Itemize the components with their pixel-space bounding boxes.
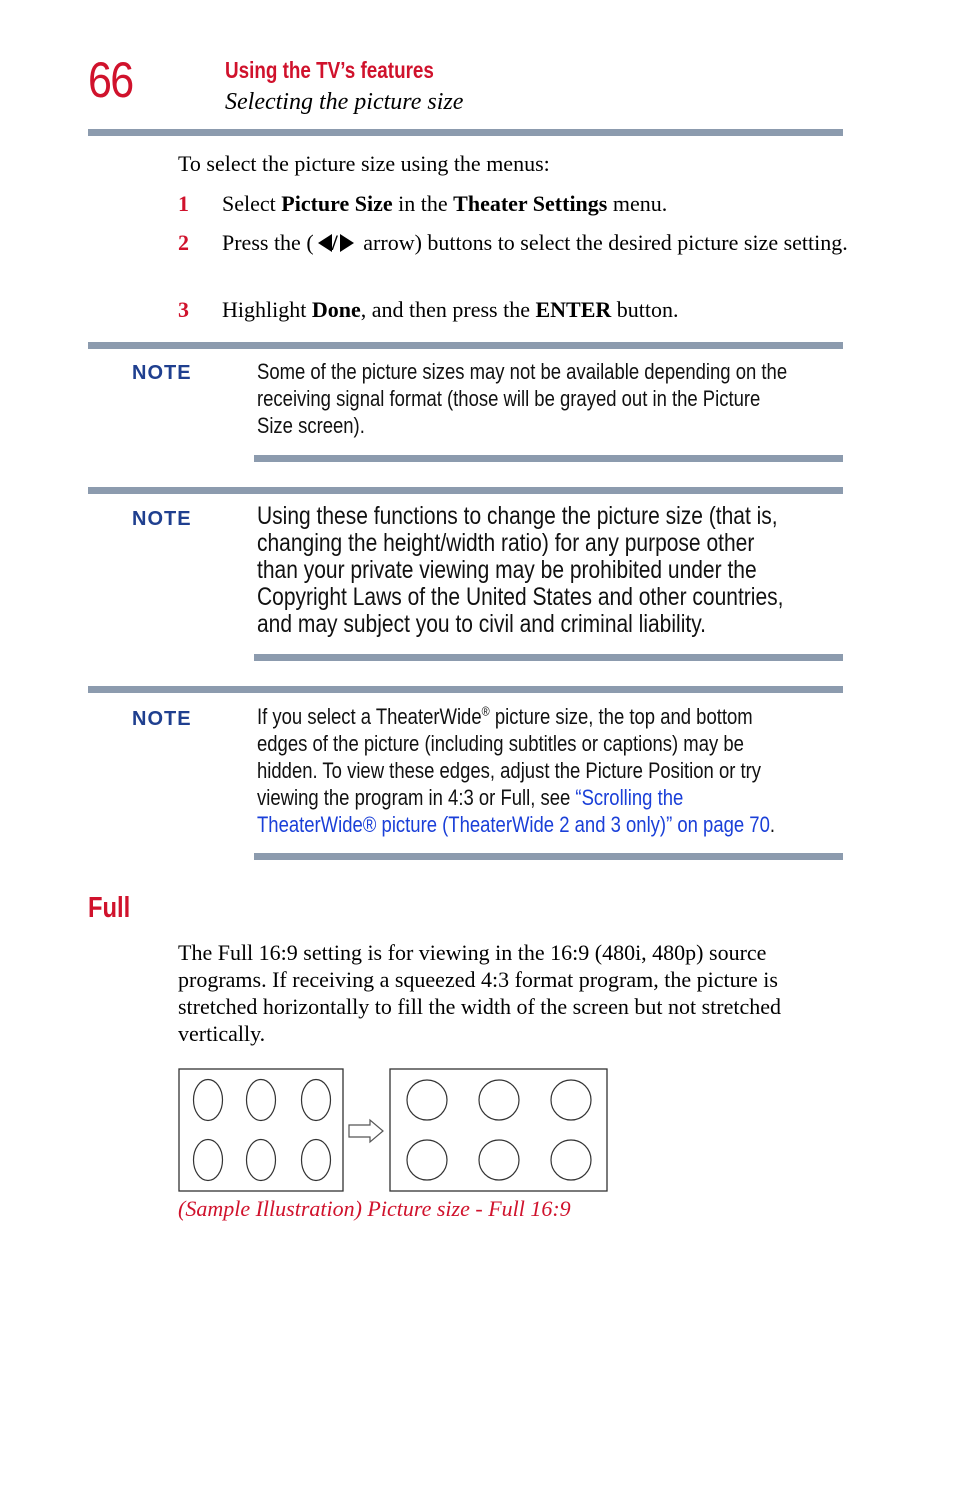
step-text-part: button. xyxy=(611,297,679,322)
oval-shape xyxy=(302,1080,331,1121)
step-number: 3 xyxy=(178,297,189,322)
note-text: Some of the picture sizes may not be available depending on the receiving signal format (those will be grayed out in the Picture Size screen). xyxy=(257,359,788,438)
step-text xyxy=(222,190,852,217)
step-text-part: menu. xyxy=(607,191,668,216)
circle-shape xyxy=(479,1140,519,1180)
note-label: NOTE xyxy=(132,508,192,530)
slash: / xyxy=(331,230,338,255)
right-arrow-icon xyxy=(340,234,354,252)
note-text-part: . xyxy=(769,812,776,837)
section-body: The Full 16:9 setting is for viewing in the 16:9 (480i, 480p) source programs. If receiving a squeezed 4:3 format program, the picture is stretched horizontally to fill the width of the screen but not stretched vertically. xyxy=(178,940,781,1046)
illustration-caption: (Sample Illustration) Picture size - Full 16:9 xyxy=(178,1196,571,1221)
step-text-part: in the xyxy=(392,191,454,216)
hollow-right-arrow-icon xyxy=(349,1120,383,1142)
button-name: ENTER xyxy=(535,297,612,322)
step-text xyxy=(222,296,852,323)
page-number: 66 xyxy=(88,52,133,108)
circle-shape xyxy=(551,1080,591,1120)
step-text-part: arrow) buttons to select the desired picture size setting. xyxy=(357,230,848,255)
picture-size-illustration xyxy=(178,1067,610,1193)
section-heading: Full xyxy=(88,892,131,924)
circle-shape xyxy=(551,1140,591,1180)
menu-name: Theater Settings xyxy=(453,191,608,216)
section-title: Selecting the picture size xyxy=(225,89,464,115)
left-arrow-icon xyxy=(318,234,332,252)
note-top-rule xyxy=(88,342,843,349)
note-bottom-rule xyxy=(254,455,843,462)
step-text-part: , and then press the xyxy=(360,297,536,322)
note-label: NOTE xyxy=(132,362,192,384)
chapter-title: Using the TV’s features xyxy=(225,57,434,83)
note-top-rule xyxy=(88,487,843,494)
step-number: 1 xyxy=(178,191,189,216)
step-text-part: Press the ( xyxy=(222,230,314,255)
note-text xyxy=(257,703,795,838)
oval-shape xyxy=(302,1140,331,1181)
oval-shape xyxy=(247,1080,276,1121)
note-text-part: If you select a TheaterWide xyxy=(257,704,482,729)
intro-text: To select the picture size using the menus: xyxy=(178,151,550,176)
note-bottom-rule xyxy=(254,853,843,860)
circle-shape xyxy=(407,1140,447,1180)
step-text-part: Highlight xyxy=(222,297,312,322)
note-bottom-rule xyxy=(254,654,843,661)
step-text xyxy=(222,229,852,256)
oval-shape xyxy=(194,1140,223,1181)
registered-mark: ® xyxy=(481,703,490,719)
menu-item-name: Picture Size xyxy=(281,191,393,216)
note-text-part: picture size, the top and bottom edges of the picture (including subtitles or captions) may be hidden. To view these edges, adjust the Picture Position or try viewing the program in 4:3 or Full, see xyxy=(257,704,762,810)
result-screen xyxy=(390,1069,607,1191)
note-top-rule xyxy=(88,686,843,693)
step-text-part: Select xyxy=(222,191,282,216)
note-text: Using these functions to change the picture size (that is, changing the height/width ratio) for any purpose other than your private viewing may be prohibited under the Copyright Laws of the United States and other countries, and may subject you to civil and criminal liability. xyxy=(257,502,784,638)
oval-shape xyxy=(247,1140,276,1181)
cross-reference-link[interactable]: “Scrolling the TheaterWide® picture (TheaterWide 2 and 3 only)” on page 70 xyxy=(257,785,770,837)
note-label: NOTE xyxy=(132,708,192,730)
circle-shape xyxy=(407,1080,447,1120)
oval-shape xyxy=(194,1080,223,1121)
step-number: 2 xyxy=(178,230,189,255)
menu-item-name: Done xyxy=(311,297,361,322)
source-screen xyxy=(179,1069,343,1191)
header-rule xyxy=(88,129,843,136)
circle-shape xyxy=(479,1080,519,1120)
